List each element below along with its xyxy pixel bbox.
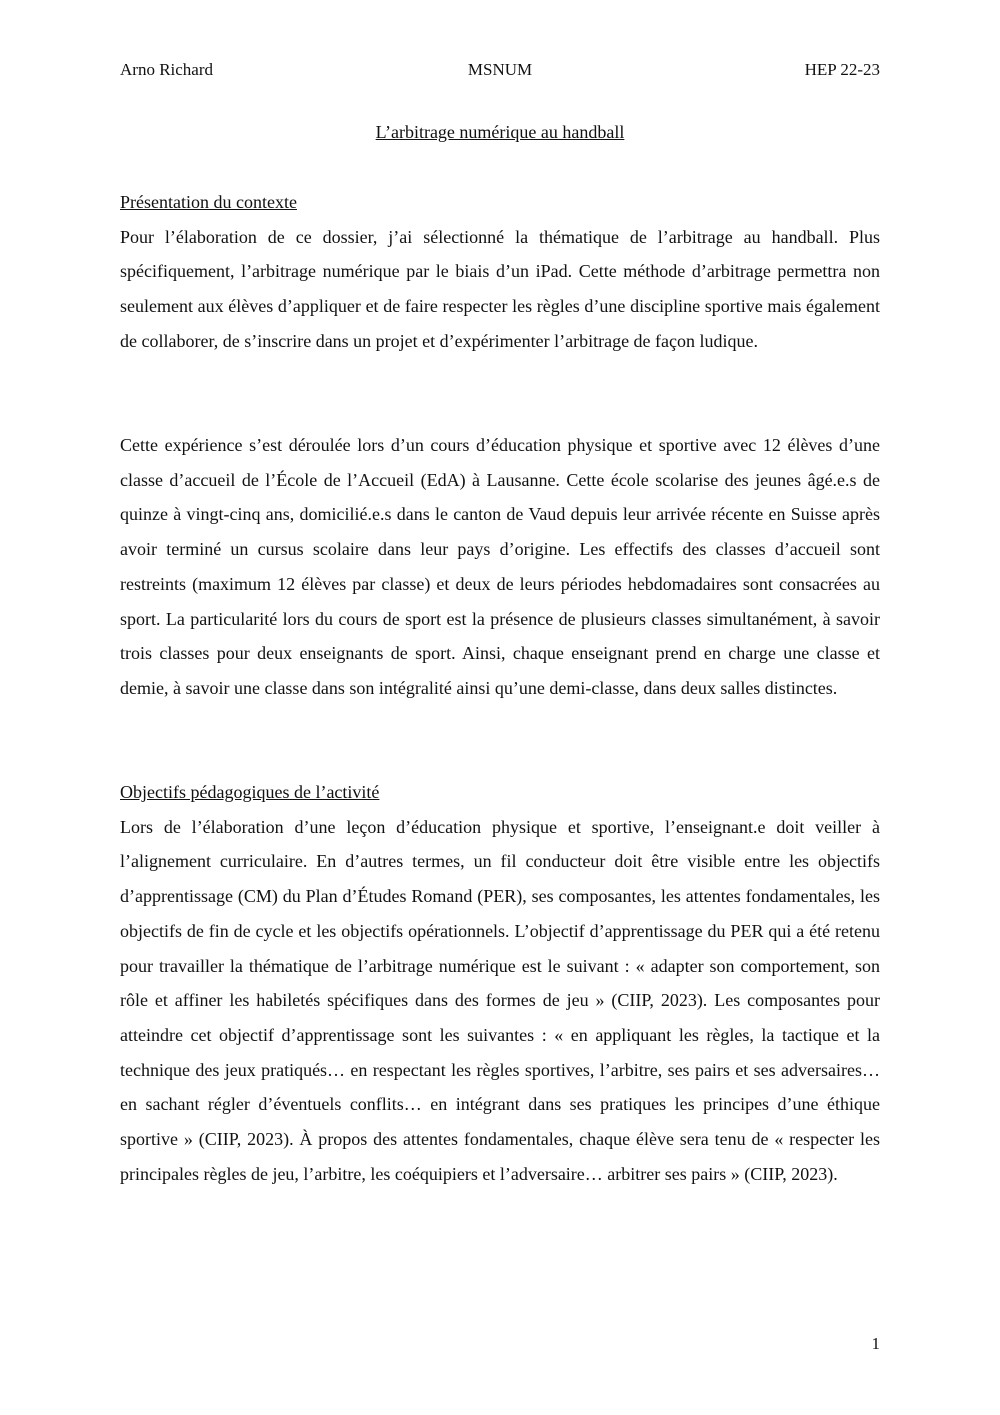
section-heading-objectives: Objectifs pédagogiques de l’activité	[120, 782, 380, 802]
section-objectives	[120, 775, 880, 1191]
section-heading-context: Présentation du contexte	[120, 192, 297, 212]
document-title-wrapper	[120, 122, 880, 143]
page-header	[120, 60, 880, 84]
paragraph: Pour l’élaboration de ce dossier, j’ai sélectionné la thématique de l’arbitrage au handball. Plus spécifiquement, l’arbitrage numérique par le biais d’un iPad. Cette méthode d’arbitrage permettra non seulement aux élèves d’appliquer et de faire respecter les règles d’une discipline sportive mais également de collaborer, de s’inscrire dans un projet et d’expérimenter l’arbitrage de façon ludique.	[120, 226, 880, 351]
section-context	[120, 185, 880, 359]
paragraph: Cette expérience s’est déroulée lors d’un cours d’éducation physique et sportive avec 12 élèves d’une classe d’accueil de l’École de l’Accueil (EdA) à Lausanne. Cette école scolarise des jeunes âgé.e.s de quinze à vingt-cinq ans, domicilié.e.s dans le canton de Vaud depuis leur arrivée récente en Suisse après avoir terminé un cursus scolaire dans leur pays d’origine. Les effectifs des classes d’accueil sont restreints (maximum 12 élèves par classe) et deux de leurs périodes hebdomadaires sont consacrées au sport. La particularité lors du cours de sport est la présence de plusieurs classes simultanément, à savoir trois classes pour deux enseignants de sport. Ainsi, chaque enseignant prend en charge une classe et demie, à savoir une classe dans son intégralité ainsi qu’une demi-classe, dans deux salles distinctes.	[120, 435, 880, 698]
page-number: 1	[871, 1334, 880, 1353]
document-title: L’arbitrage numérique au handball	[375, 122, 625, 142]
header-institution: HEP 22-23	[804, 60, 880, 79]
paragraph: Lors de l’élaboration d’une leçon d’éducation physique et sportive, l’enseignant.e doit veiller à l’alignement curriculaire. En d’autres termes, un fil conducteur doit être visible entre les objectifs d’apprentissage (CM) du Plan d’Études Romand (PER), ses composantes, les attentes fondamentales, les objectifs de fin de cycle et les objectifs opérationnels. L’objectif d’apprentissage du PER qui a été retenu pour travailler la thématique de l’arbitrage numérique est le suivant : « adapter son comportement, son rôle et affiner les habiletés spécifiques dans des formes de jeu » (CIIP, 2023). Les composantes pour atteindre cet objectif d’apprentissage sont les suivantes : « en appliquant les règles, la tactique et la technique des jeux pratiqués… en respectant les règles sportives, l’arbitre, ses pairs et ses adversaires… en sachant régler d’éventuels conflits… en intégrant dans ses pratiques les principes d’une éthique sportive » (CIIP, 2023). À propos des attentes fondamentales, chaque élève sera tenu de « respecter les principales règles de jeu, l’arbitre, les coéquipiers et l’adversaire… arbitrer ses pairs » (CIIP, 2023).	[120, 816, 880, 1184]
header-course: MSNUM	[467, 60, 533, 79]
header-author: Arno Richard	[120, 60, 214, 79]
section-experience	[120, 428, 880, 706]
